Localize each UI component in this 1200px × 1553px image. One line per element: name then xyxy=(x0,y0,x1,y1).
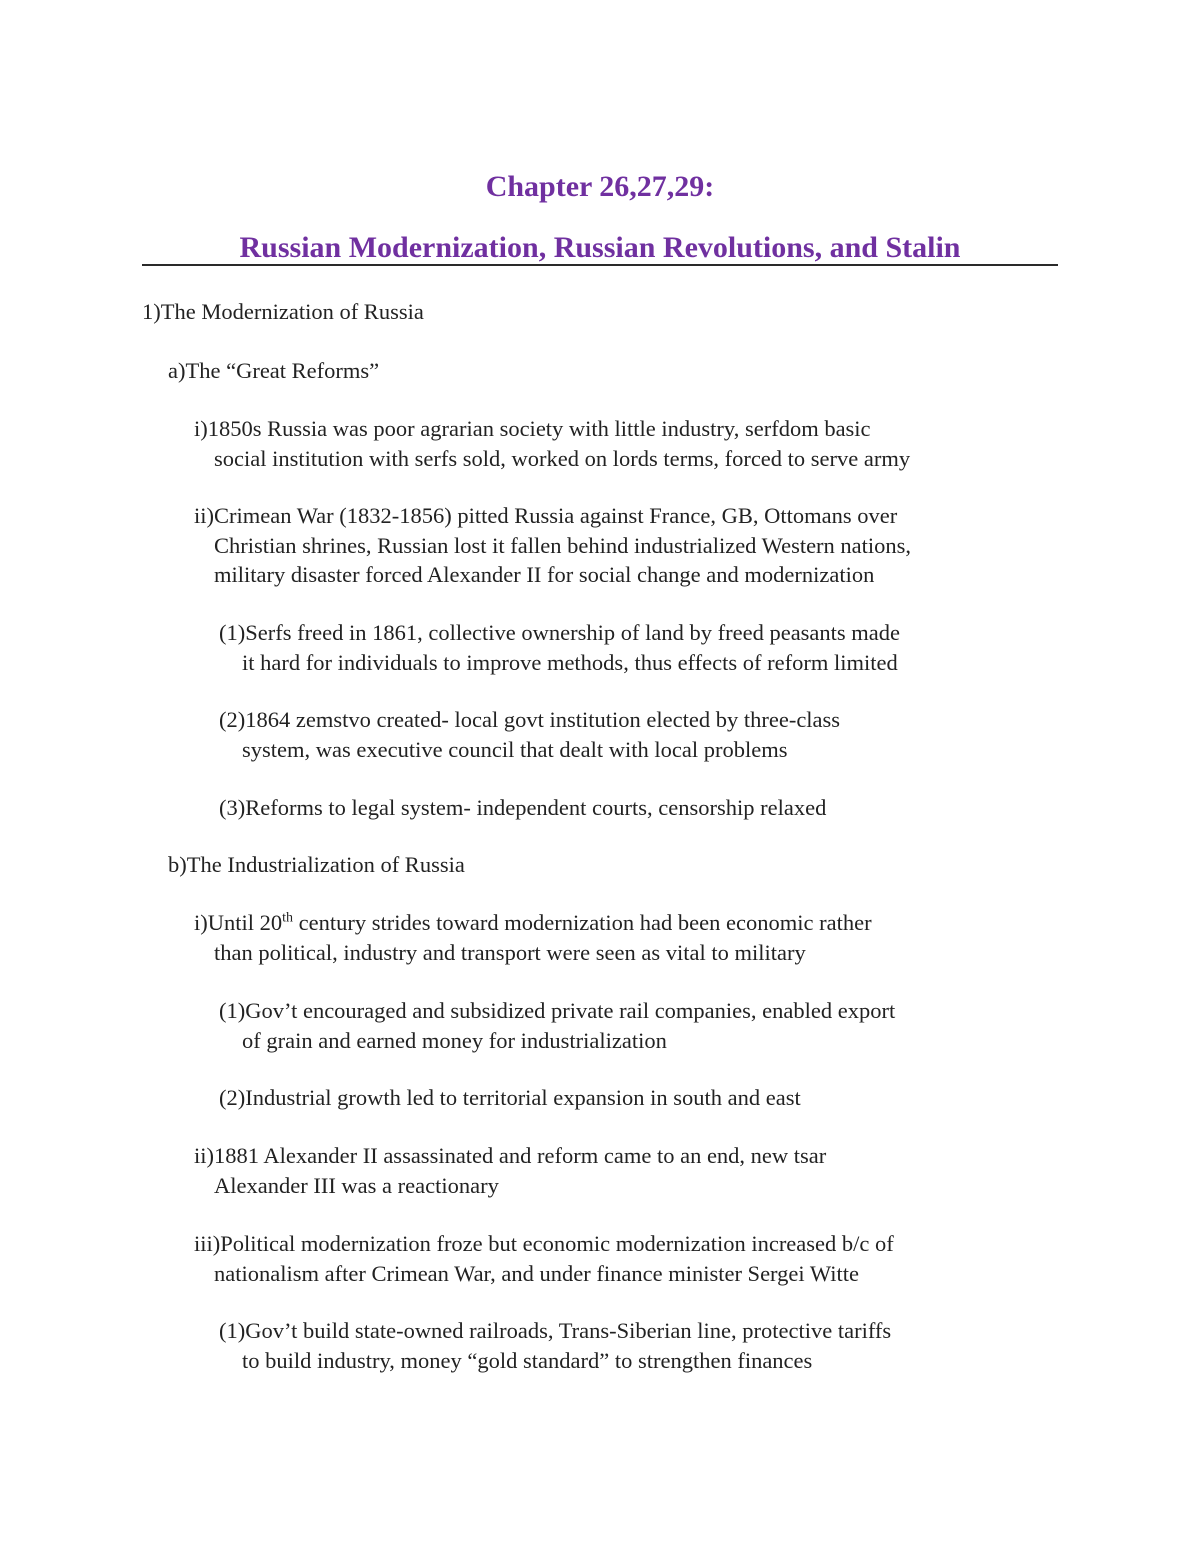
outline-item-1a-ii-2 xyxy=(219,705,840,764)
title-underline xyxy=(142,264,1058,266)
outline-item-1b-iii xyxy=(194,1229,894,1288)
outline-marker: (2) xyxy=(219,707,246,732)
outline-item-1b xyxy=(168,850,465,880)
outline-marker: a) xyxy=(168,358,186,383)
outline-text: of grain and earned money for industrialization xyxy=(242,1027,667,1053)
outline-marker: (1) xyxy=(219,620,246,645)
outline-item-1a-i xyxy=(194,414,910,473)
outline-text: The “Great Reforms” xyxy=(185,358,380,383)
outline-text: than political, industry and transport were seen as vital to military xyxy=(214,939,806,965)
outline-text: The Industrialization of Russia xyxy=(186,852,465,877)
outline-item-1 xyxy=(142,297,424,327)
outline-text: system, was executive council that dealt with local problems xyxy=(242,736,788,762)
outline-marker: i) xyxy=(194,910,208,935)
outline-item-1a-ii-3 xyxy=(219,793,826,823)
outline-text: Reforms to legal system- independent courts, censorship relaxed xyxy=(245,795,827,820)
outline-text: to build industry, money “gold standard” to strengthen finances xyxy=(242,1347,813,1373)
outline-text: Until 20 xyxy=(207,910,283,935)
outline-item-1a-ii xyxy=(194,501,911,590)
outline-text: military disaster forced Alexander II for social change and modernization xyxy=(214,562,875,587)
outline-item-1b-i xyxy=(194,908,872,967)
outline-text: Industrial growth led to territorial expansion in south and east xyxy=(245,1085,801,1110)
outline-marker: b) xyxy=(168,852,187,877)
outline-text: Gov’t encouraged and subsidized private rail companies, enabled export xyxy=(245,998,896,1023)
outline-text: Crimean War (1832-1856) pitted Russia against France, GB, Ottomans over xyxy=(214,503,898,528)
outline-text: Christian shrines, Russian lost it fallen behind industrialized Western nations, xyxy=(214,532,912,558)
outline-marker: ii) xyxy=(194,503,214,528)
outline-text: social institution with serfs sold, worked on lords terms, forced to serve army xyxy=(214,445,911,471)
outline-item-1b-i-1 xyxy=(219,996,895,1055)
outline-marker: 1) xyxy=(142,299,161,324)
outline-text: it hard for individuals to improve methods, thus effects of reform limited xyxy=(242,649,898,675)
outline-text: Political modernization froze but economic modernization increased b/c of xyxy=(220,1231,894,1256)
outline-marker: (1) xyxy=(219,998,246,1023)
outline-text: century strides toward modernization had been economic rather xyxy=(293,910,872,935)
outline-marker: i) xyxy=(194,416,208,441)
outline-text: Alexander III was a reactionary xyxy=(214,1172,499,1198)
outline-item-1b-iii-1 xyxy=(219,1316,891,1375)
outline-text: 1864 zemstvo created- local govt institution elected by three-class xyxy=(245,707,841,732)
superscript-ordinal: th xyxy=(282,910,294,926)
outline-text: nationalism after Crimean War, and under finance minister Sergei Witte xyxy=(214,1260,859,1286)
outline-item-1a-ii-1 xyxy=(219,618,900,677)
document-title: Russian Modernization, Russian Revolutions, and Stalin xyxy=(239,231,961,264)
outline-marker: ii) xyxy=(194,1143,214,1168)
outline-text: 1881 Alexander II assassinated and reform came to an end, new tsar xyxy=(214,1143,827,1168)
outline-item-1b-i-2 xyxy=(219,1083,801,1113)
outline-marker: (1) xyxy=(219,1318,246,1343)
outline-text: 1850s Russia was poor agrarian society with little industry, serfdom basic xyxy=(207,416,871,441)
outline-item-1a xyxy=(168,356,379,386)
outline-text: Gov’t build state-owned railroads, Trans-Siberian line, protective tariffs xyxy=(245,1318,892,1343)
outline-text: The Modernization of Russia xyxy=(160,299,424,324)
outline-marker: iii) xyxy=(194,1231,221,1256)
outline-item-1b-ii xyxy=(194,1141,826,1200)
chapter-heading: Chapter 26,27,29: xyxy=(485,170,715,203)
outline-marker: (2) xyxy=(219,1085,246,1110)
outline-marker: (3) xyxy=(219,795,246,820)
outline-text: Serfs freed in 1861, collective ownership of land by freed peasants made xyxy=(245,620,901,645)
